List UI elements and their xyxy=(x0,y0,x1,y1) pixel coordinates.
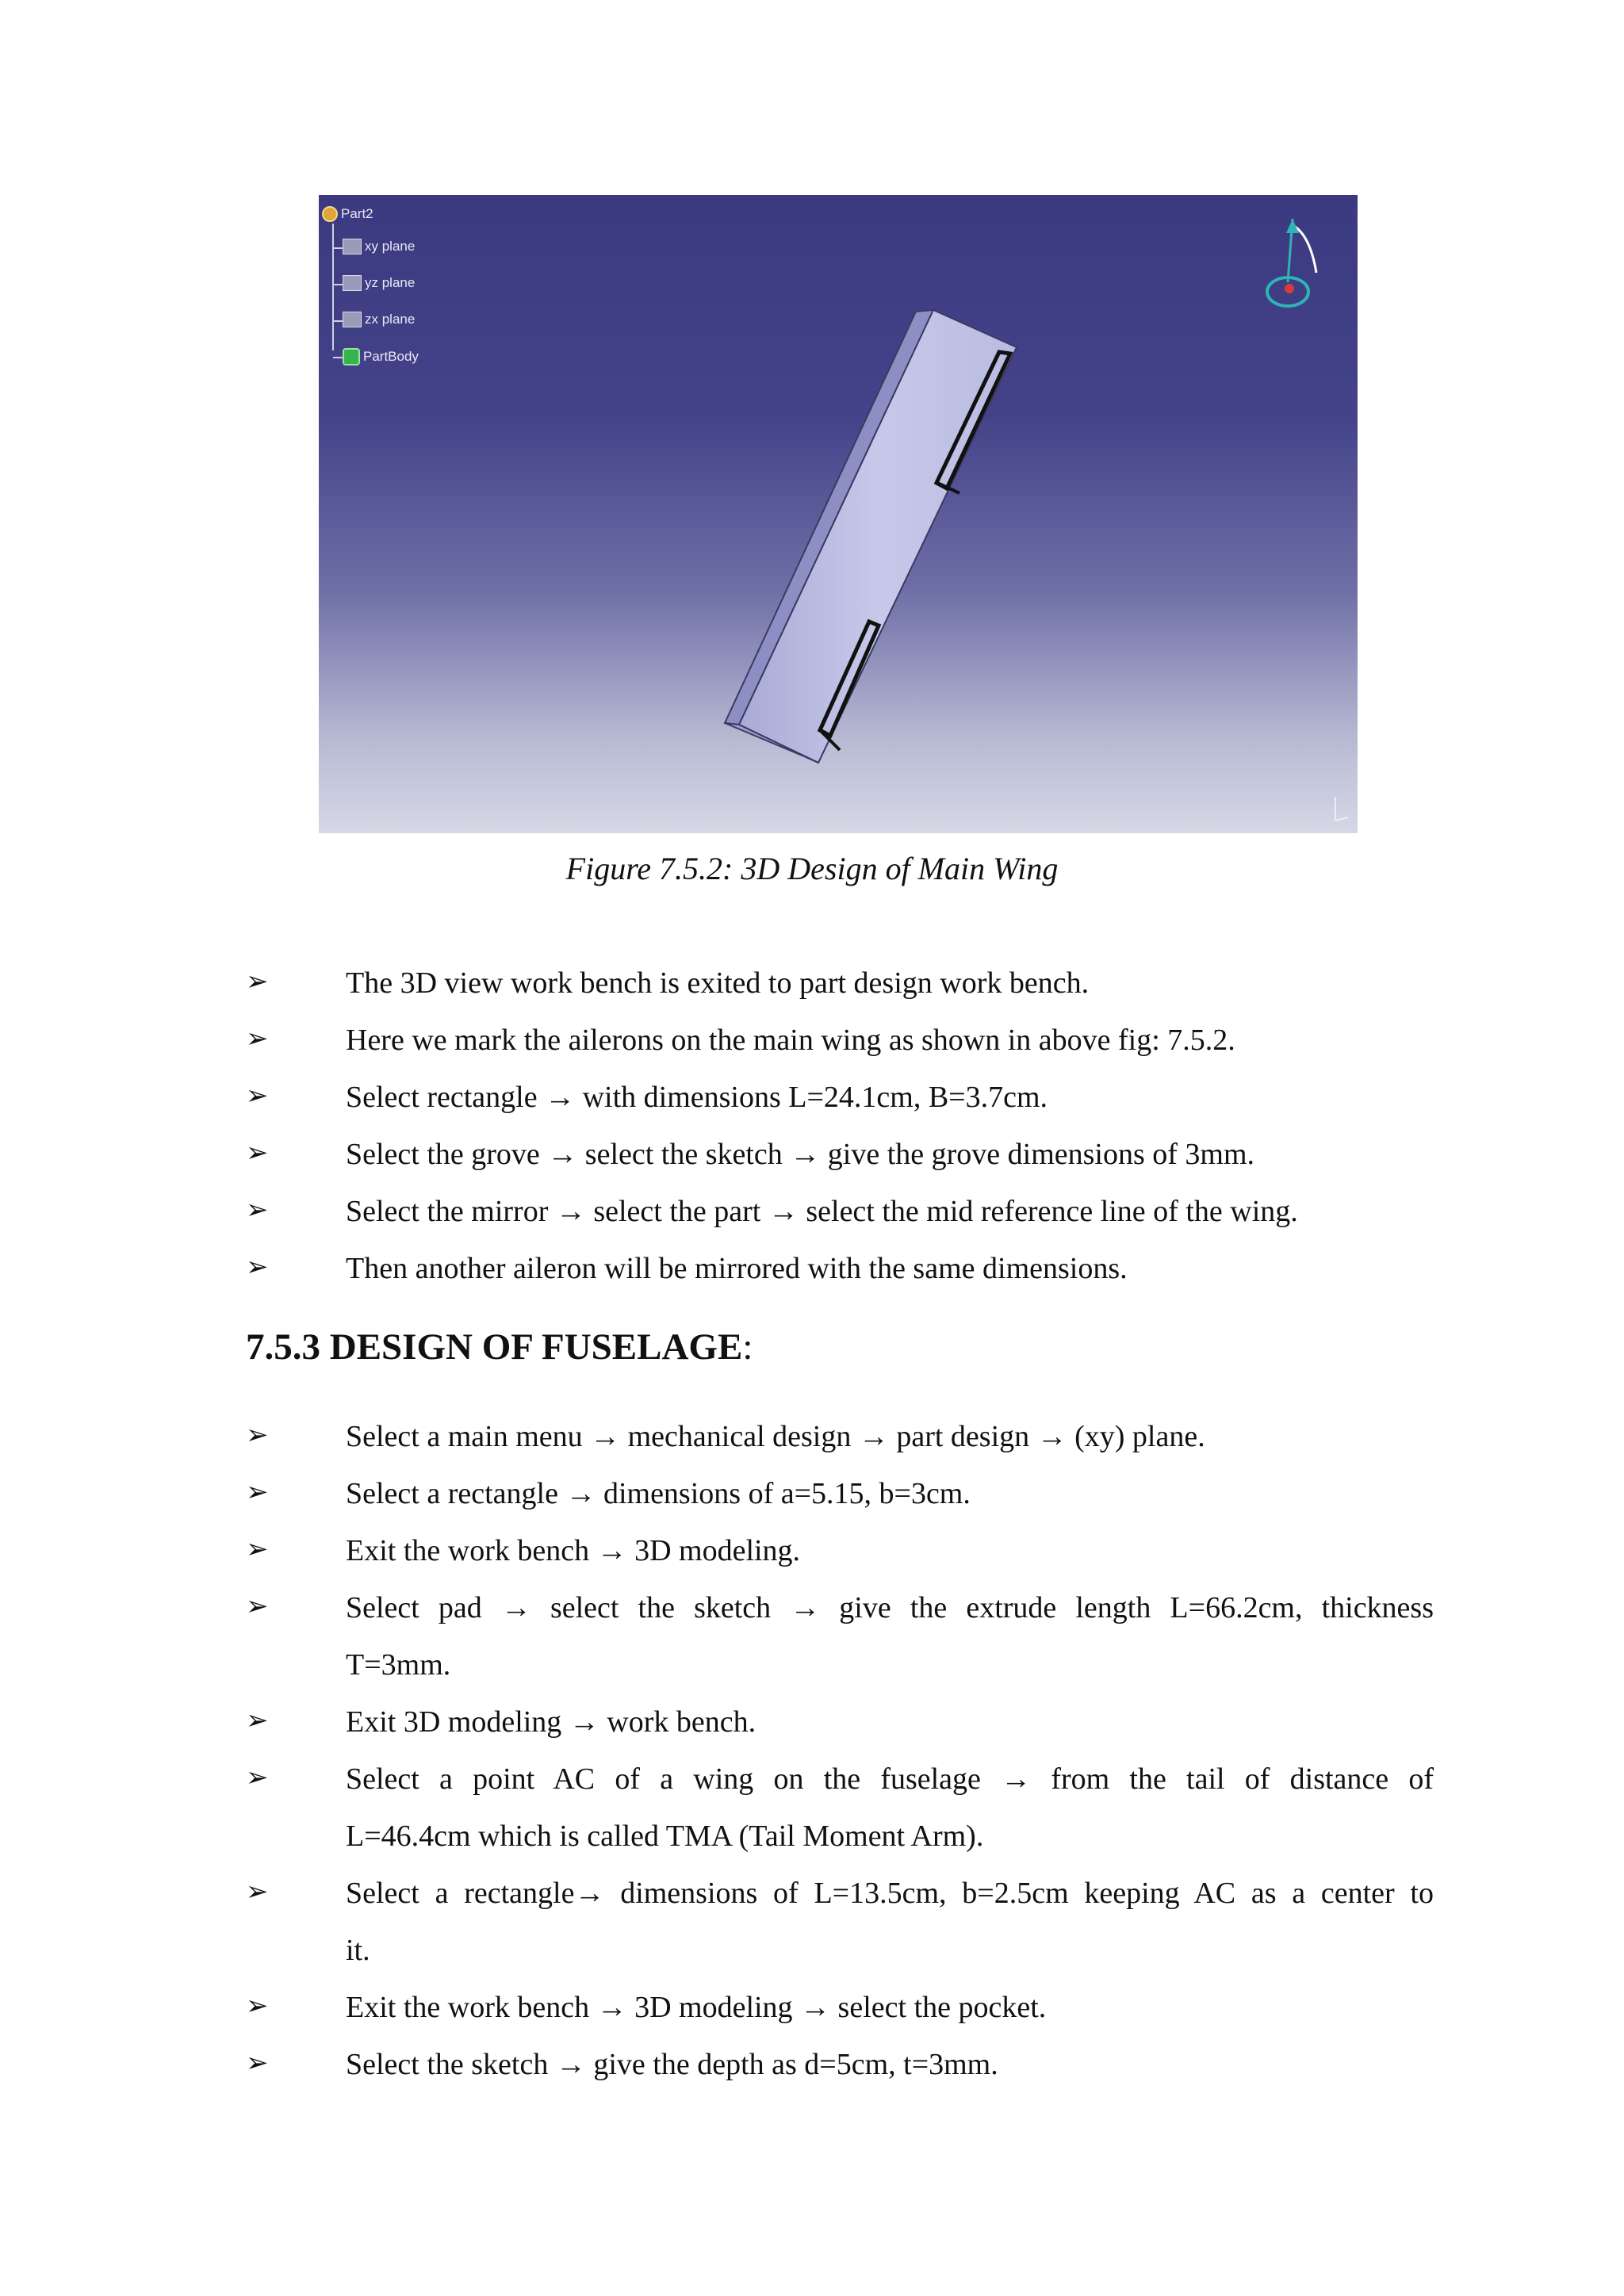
list-item-text: Select the grove → select the sketch → give the grove dimensions of 3mm. xyxy=(346,1138,1255,1171)
section-heading xyxy=(246,1326,753,1368)
list-item-text: Select a point AC of a wing on the fuselage → from the tail of distance of xyxy=(346,1762,1434,1796)
list-item-text: Here we mark the ailerons on the main wing as shown in above fig: 7.5.2. xyxy=(346,1024,1235,1057)
bullet-arrow-icon: ➢ xyxy=(246,1023,269,1054)
section-heading-colon: : xyxy=(742,1326,753,1368)
compass-icon[interactable] xyxy=(1254,211,1334,322)
list-item-text: The 3D view work bench is exited to part design work bench. xyxy=(346,966,1090,1000)
list-item-text: Select pad → select the sketch → give the extrude length L=66.2cm, thickness xyxy=(346,1591,1434,1624)
bullet-arrow-icon: ➢ xyxy=(246,1533,269,1565)
bullet-arrow-icon: ➢ xyxy=(246,1705,269,1736)
list-item-text: Exit 3D modeling → work bench. xyxy=(346,1705,756,1739)
bullet-arrow-icon: ➢ xyxy=(246,1762,269,1793)
tree-item-label: yz plane xyxy=(365,275,416,290)
bullet-arrow-icon: ➢ xyxy=(246,1080,269,1112)
list-item-text: Select a rectangle→ dimensions of L=13.5cm, b=2.5cm keeping AC as a center to xyxy=(346,1877,1434,1910)
bullet-arrow-icon: ➢ xyxy=(246,1137,269,1169)
list-item-text: Select the mirror → select the part → select the mid reference line of the wing. xyxy=(346,1195,1298,1228)
wing-model xyxy=(319,195,1358,833)
list-item-text: Then another aileron will be mirrored with the same dimensions. xyxy=(346,1252,1128,1285)
wing-surface xyxy=(739,310,1017,763)
axis-icon xyxy=(1327,794,1351,825)
figure-caption: Figure 7.5.2: 3D Design of Main Wing xyxy=(565,851,1059,886)
list-item-text: it. xyxy=(346,1934,370,1967)
tree-item-label: PartBody xyxy=(363,349,419,364)
bullet-arrow-icon: ➢ xyxy=(246,2047,269,2079)
bullet-arrow-icon: ➢ xyxy=(246,1251,269,1283)
list-item-text: L=46.4cm which is called TMA (Tail Moment Arm). xyxy=(346,1820,984,1853)
list-item-text: Exit the work bench → 3D modeling. xyxy=(346,1534,801,1567)
tree-item-label: zx plane xyxy=(365,312,416,327)
bullet-arrow-icon: ➢ xyxy=(246,1990,269,2022)
tree-item-label: xy plane xyxy=(365,239,416,254)
bullet-arrow-icon: ➢ xyxy=(246,1876,269,1908)
list-item-text: Select rectangle → with dimensions L=24.1cm, B=3.7cm. xyxy=(346,1081,1048,1114)
bullet-arrow-icon: ➢ xyxy=(246,1476,269,1508)
figure-main-wing xyxy=(319,195,1358,833)
list-item-text: Select a rectangle → dimensions of a=5.15, b=3cm. xyxy=(346,1477,971,1510)
list-item-text: Exit the work bench → 3D modeling → select the pocket. xyxy=(346,1991,1047,2024)
list-item-text: Select a main menu → mechanical design → part design → (xy) plane. xyxy=(346,1420,1205,1453)
list-item-text: Select the sketch → give the depth as d=5cm, t=3mm. xyxy=(346,2048,998,2081)
bullet-arrow-icon: ➢ xyxy=(246,1419,269,1451)
bullet-arrow-icon: ➢ xyxy=(246,1590,269,1622)
section-heading-text: 7.5.3 DESIGN OF FUSELAGE xyxy=(246,1326,743,1368)
tree-root-label: Part2 xyxy=(341,206,373,221)
list-item-text: T=3mm. xyxy=(346,1648,451,1682)
bullet-arrow-icon: ➢ xyxy=(246,1194,269,1226)
bullet-arrow-icon: ➢ xyxy=(246,966,269,997)
